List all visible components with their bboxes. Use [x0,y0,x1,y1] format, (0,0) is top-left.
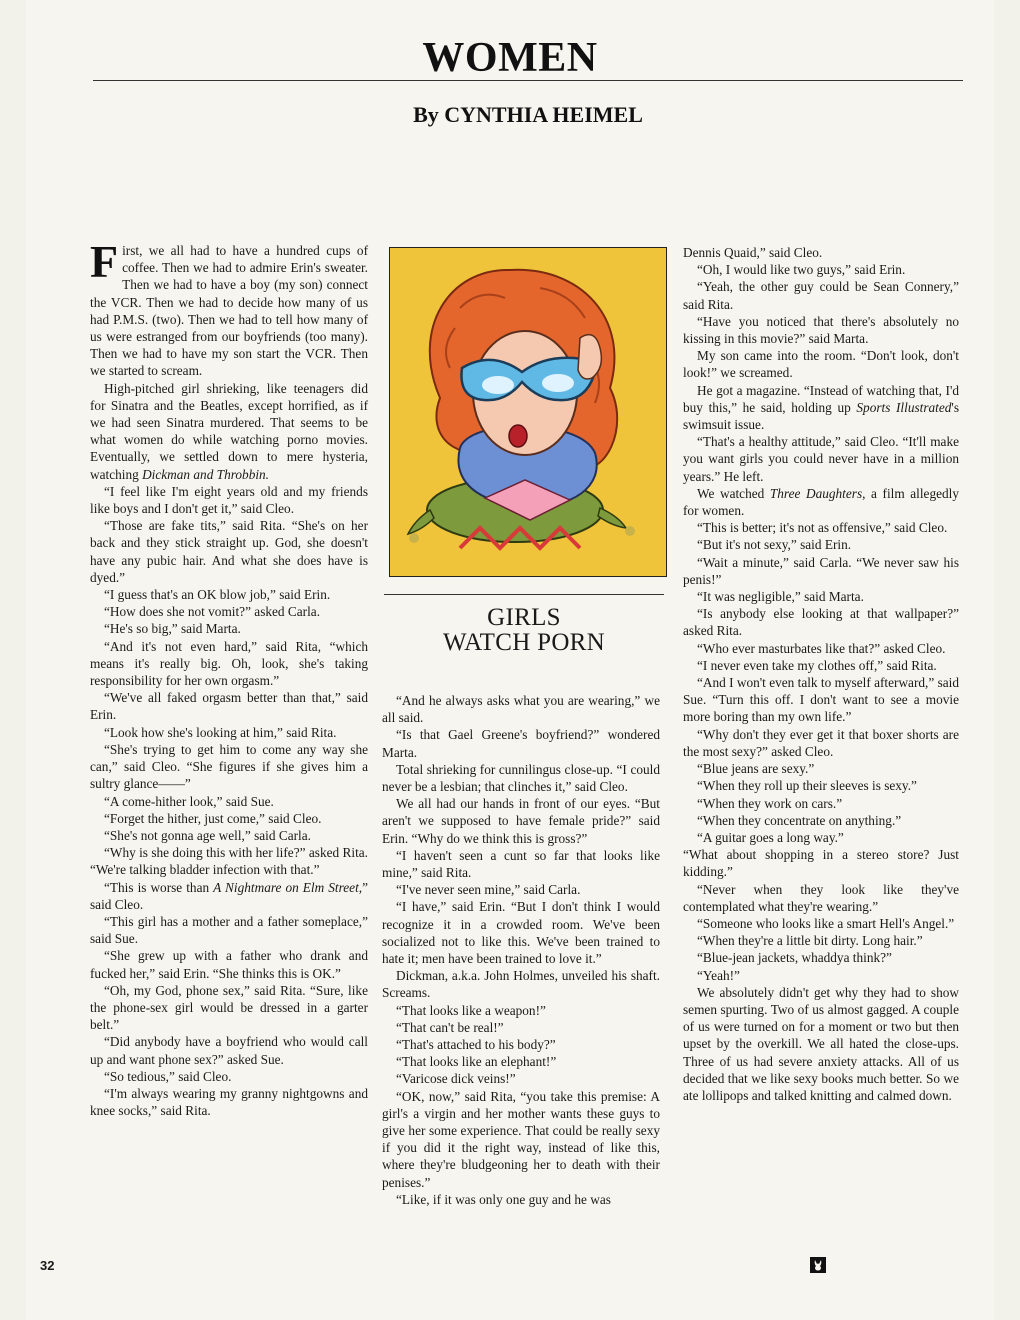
paragraph: “Yeah!” [697,967,740,983]
paragraph: “When they roll up their sleeves is sexy.” [697,778,917,794]
paragraph: “Did anybody have a boyfriend who would call up and want phone sex?” asked Sue. [90,1034,368,1067]
paragraph: “Forget the hither, just come,” said Cleo. [104,810,322,826]
paragraph [683,382,959,434]
paragraph: “I haven't seen a cunt so far that looks like mine,” said Rita. [382,847,660,881]
paragraph: “But it's not sexy,” said Erin. [697,537,852,553]
paragraph: “And he always asks what you are wearing,” we all said. [382,693,660,726]
paragraph: “That looks like a weapon!” [396,1002,546,1018]
paragraph: “Blue-jean jackets, whaddya think?” [697,950,892,966]
paragraph-text: “This is worse than [104,879,214,895]
page-number: 32 [40,1258,55,1273]
paragraph: “He's so big,” said Marta. [104,621,241,637]
paragraph: “That can't be real!” [396,1019,504,1035]
paragraph: “She's not gonna age well,” said Carla. [104,827,311,843]
paragraph: “Wait a minute,” said Carla. “We never saw his penis!” [683,554,959,587]
paragraph: “This is better; it's not as offensive,” said Cleo. [697,520,948,536]
film-title: A Nightmare on Elm Street, [213,879,363,895]
byline: By CYNTHIA HEIMEL [413,102,643,127]
article-column-2 [382,692,660,1208]
paragraph: “When they work on cars.” [697,795,843,811]
article-column-1 [90,236,368,1119]
paragraph: “That looks like an elephant!” [396,1054,557,1070]
paragraph: “When they're a little bit dirty. Long hair.” [697,933,923,949]
paragraph: “A come-hither look,” said Sue. [104,793,274,809]
paragraph: “Yeah, the other guy could be Sean Connery,” said Rita. [683,279,959,312]
paragraph [90,380,368,483]
paragraph: “I'm always wearing my granny nightgowns and knee socks,” said Rita. [90,1085,368,1119]
paragraph: “Oh, I would like two guys,” said Erin. [697,262,906,278]
paragraph [90,879,368,913]
cartoon-woman-with-cat-eye-glasses-icon [390,248,666,576]
paragraph-text: 's swimsuit issue. [683,399,959,433]
paragraph: “That's attached to his body?” [396,1037,556,1053]
film-title: Dickman and Throbbin. [142,466,270,482]
paragraph: “That's a healthy attitude,” said Cleo. “It'll make you want girls you could never have in a million years.” He left. [683,434,959,484]
paragraph: “Varicose dick veins!” [396,1071,516,1087]
paragraph: “Is that Gael Greene's boyfriend?” wondered Marta. [382,727,660,760]
section-title: WOMEN [422,35,598,81]
article-column-3 [683,244,959,1104]
paragraph [90,236,368,380]
paragraph: “She grew up with a father who drank and fucked her,” said Erin. “She thinks this is OK.” [90,948,368,981]
paragraph: Dickman, a.k.a. John Holmes, unveiled his shaft. Screams. [382,968,660,1001]
paragraph: Dennis Quaid,” said Cleo. [683,245,823,260]
paragraph: “And I won't even talk to myself afterward,” said Sue. “Turn this off. I don't want to see a movie more boring than my own life.” [683,675,959,725]
paragraph-text: High-pitched girl shrieking, like teenagers did for Sinatra and the Beatles, except horrified, as if we had seen Sinatra murdered. That seems to be what women do while watching porno movies. Eventually, we settled down to mere hysteria, watching [90,380,368,482]
article-headline [384,605,664,655]
paragraph: “We've all faked orgasm better than that,” said Erin. [90,690,368,723]
paragraph: “So tedious,” said Cleo. [104,1068,232,1084]
paragraph: “Oh, my God, phone sex,” said Rita. “Sure, like the phone-sex girl would be dressed in a garter belt.” [90,982,368,1033]
paragraph: “Why is she doing this with her life?” asked Rita. “We're talking bladder infection with that.” [90,845,368,878]
magazine-title: Sports Illustrated [856,399,952,415]
paragraph: We absolutely didn't get why they had to show semen spurting. Two of us almost gagged. A couple of us were turned on for a moment or two but then upset by the overkill. We all hated the close-ups. Three of us had severe anxiety attacks. All of us decided that we like sexy books much better. So we ate lollipops and talked knitting and calmed down. [683,984,959,1103]
paragraph: We all had our hands in front of our eyes. “But aren't we supposed to have female pride?” said Erin. “Why do we think this is gross?” [382,796,660,846]
paragraph: “I guess that's an OK blow job,” said Erin. [104,587,331,603]
paragraph: “Have you noticed that there's absolutely no kissing in this movie?” said Marta. [683,313,959,347]
paragraph: “I have,” said Erin. “But I don't think I would recognize it in a crowded room. We've been socialized not to like this. We've been trained to hate it; men have been trained to love it.” [382,899,660,967]
paragraph: “Never when they look like they've contemplated what they're wearing.” [683,881,959,914]
rabbit-head-endmark-icon [810,1257,826,1273]
paragraph: “Who ever masturbates like that?” asked Cleo. [697,640,946,656]
paragraph: “I feel like I'm eight years old and my friends like boys and I don't get it,” said Cleo. [90,483,368,517]
paragraph: “What about shopping in a stereo store? Just kidding.” [683,847,959,880]
paragraph: “Blue jeans are sexy.” [697,761,815,777]
paragraph [683,485,959,519]
paragraph: “OK, now,” said Rita, “you take this premise: A girl's a virgin and her mother wants these guys to give her some experience. That could be really sexy if you did it the right way, instead of like this, where they're bludgeoning her to death with their penises.” [382,1088,660,1190]
film-title: Three Daughters [769,485,863,501]
illustration [389,247,667,577]
paragraph: “I've never seen mine,” said Carla. [396,882,581,898]
paragraph: “It was negligible,” said Marta. [697,589,864,605]
paragraph: Total shrieking for cunnilingus close-up. “I could never be a lesbian; that clinches it,” said Cleo. [382,761,660,795]
headline-line-1: GIRLS [487,604,561,631]
paragraph: “I never even take my clothes off,” said Rita. [697,657,937,673]
paragraph-text: irst, we all had to have a hundred cups of coffee. Then we had to admire Erin's sweater. Then we had to have a boy (my son) connect the VCR. Then we had to decide how many of us had P.M.S. (two). Then we had to tell how many of us were estranged from our boyfriends (too many). Then we had to have my son start the VCR. Then we started to scream. [90,243,368,379]
paragraph-text: He got a magazine. “Instead of watching that, I'd buy this,” he said, holding up [683,382,959,415]
paragraph-text: We watched [697,485,770,501]
title-rule [93,80,963,81]
headline-rule [384,594,664,595]
headline-line-2: WATCH PORN [442,629,606,656]
paragraph: “How does she not vomit?” asked Carla. [104,604,321,620]
paragraph: “A guitar goes a long way.” [697,829,844,845]
paragraph: “When they concentrate on anything.” [697,812,902,828]
paragraph: My son came into the room. “Don't look, don't look!” we screamed. [683,348,959,381]
paragraph: “This girl has a mother and a father someplace,” said Sue. [90,913,368,947]
paragraph: “Is anybody else looking at that wallpaper?” asked Rita. [683,606,959,639]
drop-cap: F [90,236,119,287]
paragraph: “Those are fake tits,” said Rita. “She's on her back and they stick straight up. God, she doesn't have any pubic hair. And what she does have is dyed.” [90,518,368,585]
paragraph-text: ” said Cleo. [90,879,368,912]
paragraph: “She's trying to get him to come any way she can,” said Cleo. “She figures if she gives him a sultry glance——” [90,741,368,792]
paragraph: “Like, if it was only one guy and he was [396,1191,611,1207]
paragraph: “And it's not even hard,” said Rita, “which means it's really big. Oh, look, she's taking responsibility for her own orgasm.” [90,638,368,689]
paragraph: “Someone who looks like a smart Hell's Angel.” [697,915,955,931]
paragraph-text: , a film allegedly for women. [683,485,959,519]
paragraph: “Look how she's looking at him,” said Rita. [104,724,337,740]
paragraph: “Why don't they ever get it that boxer shorts are the most sexy?” asked Cleo. [683,726,959,759]
